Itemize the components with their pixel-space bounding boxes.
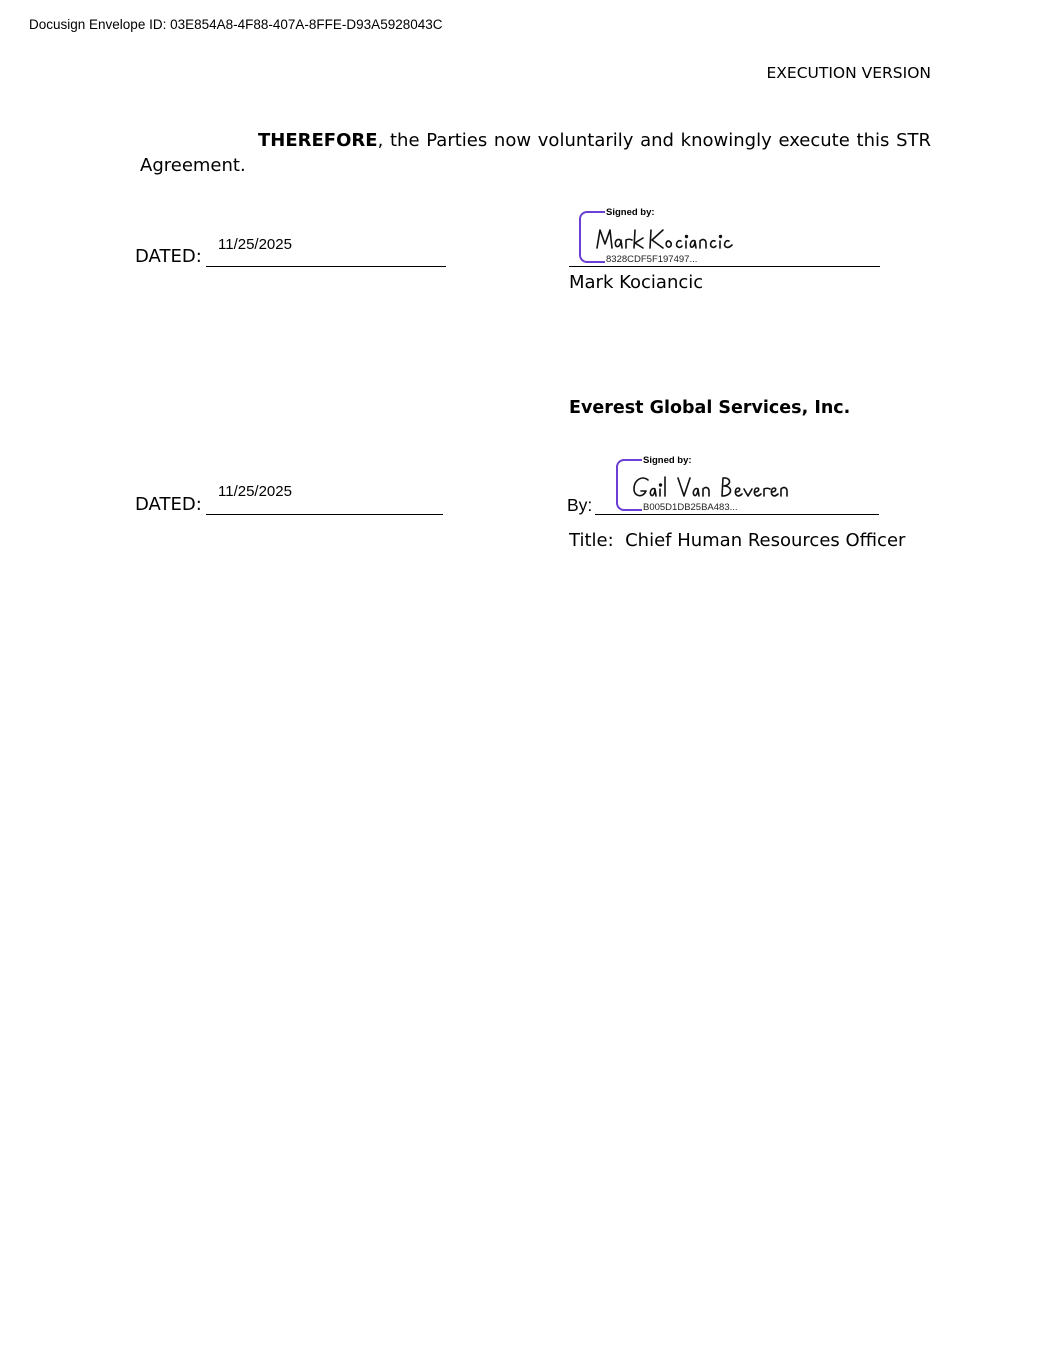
therefore-paragraph xyxy=(140,128,931,178)
date-line-2 xyxy=(206,514,443,515)
by-label: By: xyxy=(567,495,593,515)
title-value: Chief Human Resources Officer xyxy=(625,530,906,551)
dated-label-2: DATED: xyxy=(135,494,202,515)
date-value-2: 11/25/2025 xyxy=(218,483,292,500)
envelope-id: Docusign Envelope ID: 03E854A8-4F88-407A-8FFE-D93A5928043C xyxy=(29,17,443,32)
dated-label-1: DATED: xyxy=(135,246,202,267)
date-value-1: 11/25/2025 xyxy=(218,236,292,253)
handwritten-signature-1 xyxy=(591,218,751,258)
therefore-bold: THEREFORE xyxy=(258,130,378,151)
date-line-1 xyxy=(206,266,446,267)
signed-by-label-2: Signed by: xyxy=(643,455,692,466)
signature-id-1: 8328CDF5F197497... xyxy=(606,254,698,265)
signer-title xyxy=(569,530,905,551)
signature-id-2: B005D1DB25BA483... xyxy=(643,502,738,513)
therefore-text: , the Parties now voluntarily and knowingly execute this STR Agreement. xyxy=(140,130,931,176)
docusign-stamp-2 xyxy=(616,455,836,517)
docusign-stamp-1 xyxy=(579,207,779,269)
title-label: Title: xyxy=(569,530,614,551)
company-name: Everest Global Services, Inc. xyxy=(569,398,851,418)
signed-by-label-1: Signed by: xyxy=(606,207,655,218)
handwritten-signature-2 xyxy=(628,466,828,506)
execution-version-label: EXECUTION VERSION xyxy=(766,64,931,82)
signer-name-1: Mark Kociancic xyxy=(569,272,704,293)
